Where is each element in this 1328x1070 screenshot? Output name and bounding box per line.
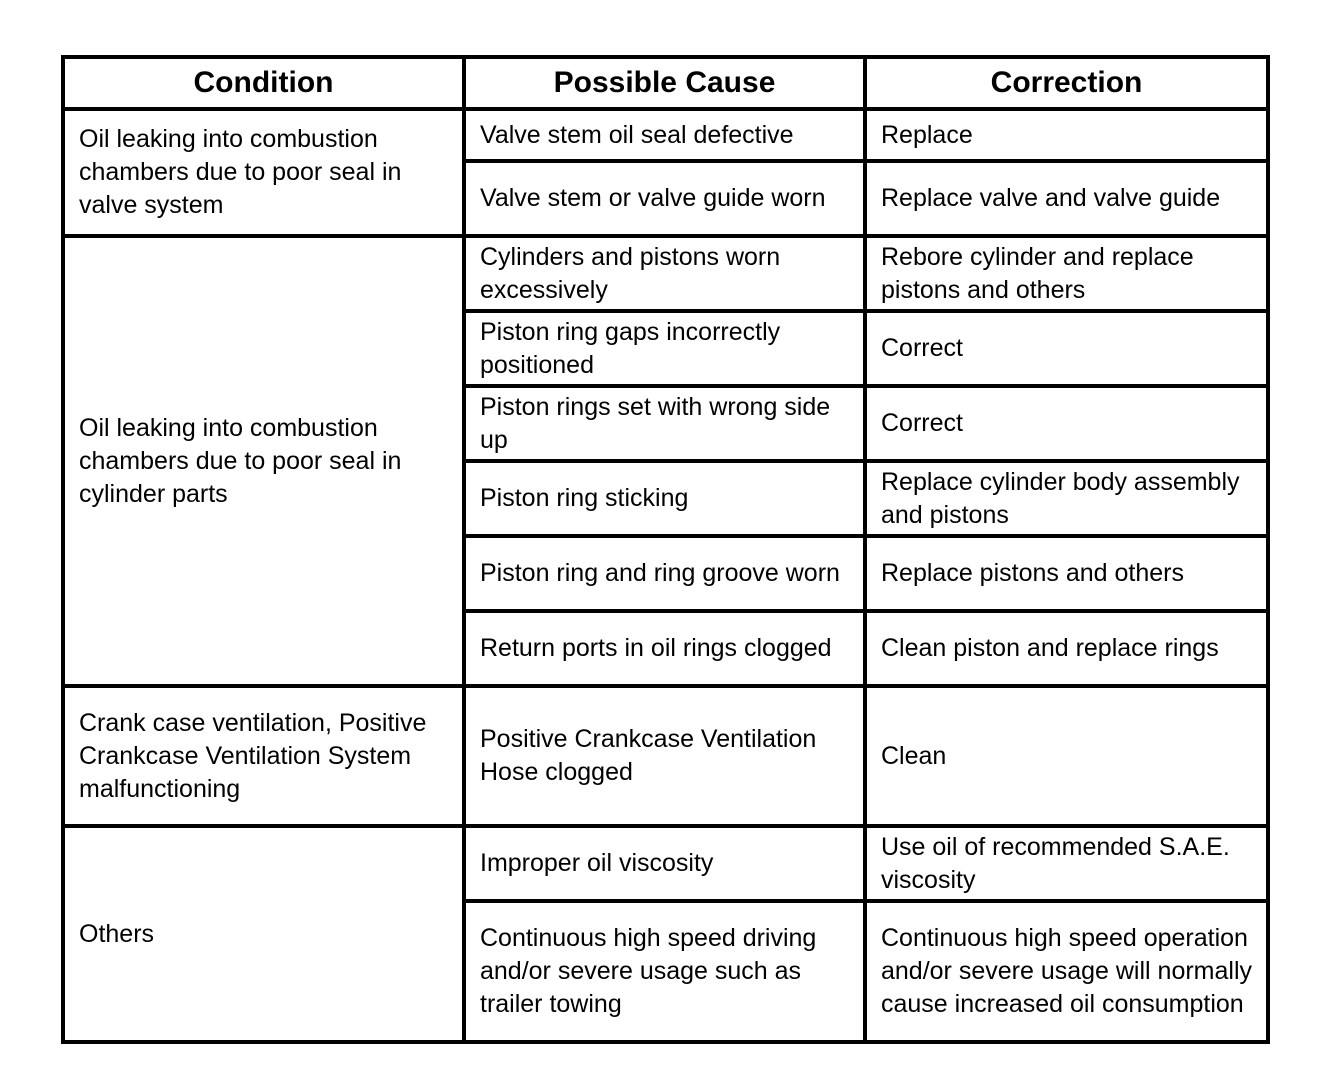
cause-cell: Piston ring gaps incorrectly positioned <box>464 311 865 386</box>
correction-cell: Rebore cylinder and replace pistons and others <box>865 236 1268 311</box>
table-row <box>63 109 1268 161</box>
correction-cell: Use oil of recommended S.A.E. viscosity <box>865 826 1268 901</box>
cause-cell: Improper oil viscosity <box>464 826 865 901</box>
cause-cell: Return ports in oil rings clogged <box>464 611 865 686</box>
cause-cell: Valve stem or valve guide worn <box>464 161 865 236</box>
correction-cell: Replace cylinder body assembly and pistons <box>865 461 1268 536</box>
header-row <box>63 57 1268 109</box>
cause-cell: Positive Crankcase Ventilation Hose clogged <box>464 686 865 826</box>
correction-cell: Replace <box>865 109 1268 161</box>
correction-cell: Continuous high speed operation and/or severe usage will normally cause increased oil consumption <box>865 901 1268 1042</box>
table-row <box>63 236 1268 311</box>
cause-cell: Continuous high speed driving and/or severe usage such as trailer towing <box>464 901 865 1042</box>
condition-cell: Crank case ventilation, Positive Crankcase Ventilation System malfunctioning <box>63 686 464 826</box>
cause-cell: Piston ring sticking <box>464 461 865 536</box>
header-possible-cause: Possible Cause <box>464 57 865 109</box>
cause-cell: Valve stem oil seal defective <box>464 109 865 161</box>
condition-cell: Oil leaking into combustion chambers due to poor seal in valve system <box>63 109 464 236</box>
header-condition: Condition <box>63 57 464 109</box>
table-row <box>63 686 1268 826</box>
correction-cell: Correct <box>865 311 1268 386</box>
correction-cell: Correct <box>865 386 1268 461</box>
correction-cell: Replace valve and valve guide <box>865 161 1268 236</box>
correction-cell: Clean <box>865 686 1268 826</box>
cause-cell: Cylinders and pistons worn excessively <box>464 236 865 311</box>
correction-cell: Clean piston and replace rings <box>865 611 1268 686</box>
header-correction: Correction <box>865 57 1268 109</box>
cause-cell: Piston ring and ring groove worn <box>464 536 865 611</box>
table-row <box>63 826 1268 901</box>
correction-cell: Replace pistons and others <box>865 536 1268 611</box>
cause-cell: Piston rings set with wrong side up <box>464 386 865 461</box>
troubleshooting-table <box>61 55 1270 1044</box>
condition-cell: Others <box>63 826 464 1042</box>
condition-cell: Oil leaking into combustion chambers due to poor seal in cylinder parts <box>63 236 464 686</box>
